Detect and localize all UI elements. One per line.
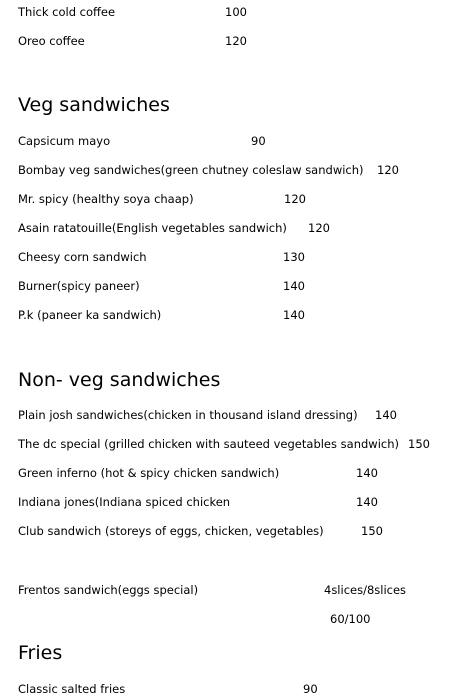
menu-item-name: Indiana jones(Indiana spiced chicken <box>18 495 231 509</box>
menu-item-name: Oreo coffee <box>18 34 85 48</box>
menu-item-price: 60/100 <box>330 612 371 626</box>
menu-item-name: Mr. spicy (healthy soya chaap) <box>18 192 194 206</box>
menu-item-name: Club sandwich (storeys of eggs, chicken, vegetables) <box>18 524 324 538</box>
menu-item-price: 140 <box>356 466 378 480</box>
menu-item-name: Asain ratatouille(English vegetables sandwich) <box>18 221 287 235</box>
menu-item-price: 120 <box>308 221 330 235</box>
menu-item-options: 4slices/8slices <box>324 583 407 597</box>
menu-item-price: 140 <box>283 308 305 322</box>
menu-item-price: 150 <box>361 524 383 538</box>
section-heading-veg: Veg sandwiches <box>18 94 170 116</box>
menu-item-price: 90 <box>303 682 318 696</box>
menu-item-price: 140 <box>283 279 305 293</box>
menu-item-name: Cheesy corn sandwich <box>18 250 147 264</box>
section-heading-nonveg: Non- veg sandwiches <box>18 369 221 391</box>
menu-item-price: 140 <box>356 495 378 509</box>
menu-item-price: 120 <box>225 34 247 48</box>
menu-item-name: Green inferno (hot & spicy chicken sandwich) <box>18 466 280 480</box>
menu-item-price: 130 <box>283 250 305 264</box>
menu-item-name: Thick cold coffee <box>18 5 116 19</box>
menu-item-price: 90 <box>251 134 266 148</box>
menu-item-name: Burner(spicy paneer) <box>18 279 140 293</box>
menu-item-name: Plain josh sandwiches(chicken in thousand island dressing) <box>18 408 358 422</box>
menu-item-name: P.k (paneer ka sandwich) <box>18 308 162 322</box>
menu-item-price: 120 <box>284 192 306 206</box>
section-heading-fries: Fries <box>18 642 63 664</box>
menu-item-price: 120 <box>377 163 399 177</box>
menu-item-name: Classic salted fries <box>18 682 126 696</box>
menu-item-price: 140 <box>375 408 397 422</box>
menu-item-name: Bombay veg sandwiches(green chutney coleslaw sandwich) <box>18 163 364 177</box>
menu-item-name: Capsicum mayo <box>18 134 111 148</box>
menu-item-price: 150 <box>408 437 430 451</box>
menu-item-price: 100 <box>225 5 247 19</box>
menu-item-name: Frentos sandwich(eggs special) <box>18 583 199 597</box>
menu-item-name: The dc special (grilled chicken with sauteed vegetables sandwich) <box>18 437 399 451</box>
